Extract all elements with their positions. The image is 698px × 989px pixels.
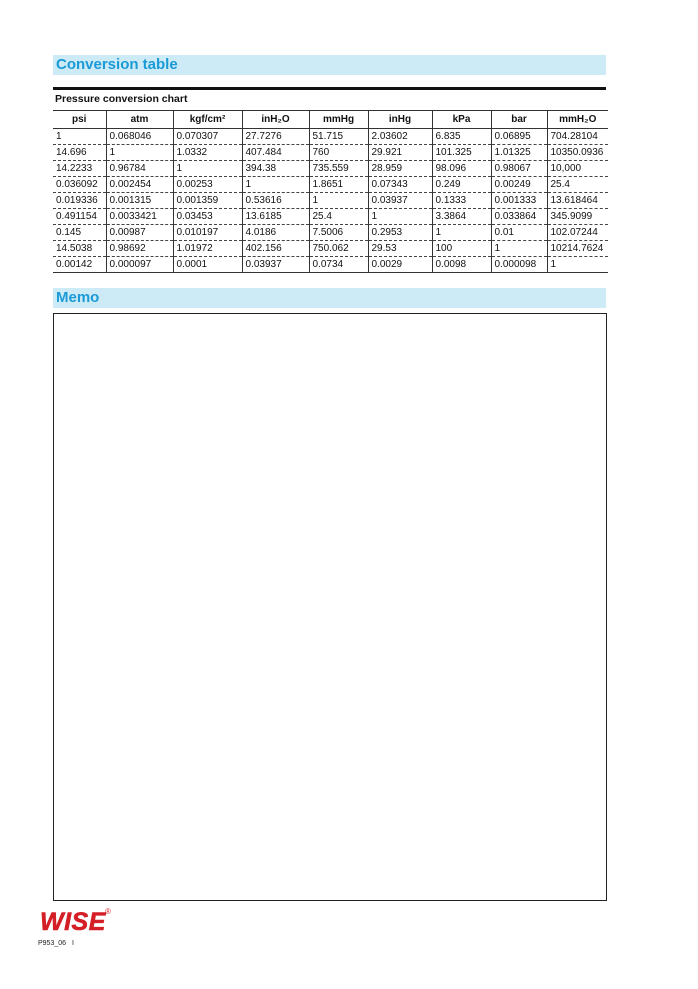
table-cell: 6.835 bbox=[432, 129, 491, 145]
table-cell: 0.002454 bbox=[106, 177, 173, 193]
table-cell: 101.325 bbox=[432, 145, 491, 161]
table-cell: 0.07343 bbox=[368, 177, 432, 193]
table-cell: 14.2233 bbox=[53, 161, 106, 177]
table-cell: 0.033864 bbox=[491, 209, 547, 225]
table-cell: 0.491154 bbox=[53, 209, 106, 225]
table-cell: 0.249 bbox=[432, 177, 491, 193]
column-header-mmhg: mmHg bbox=[309, 111, 368, 129]
table-cell: 0.00249 bbox=[491, 177, 547, 193]
table-cell: 0.06895 bbox=[491, 129, 547, 145]
memo-box bbox=[53, 313, 607, 901]
svg-text:®: ® bbox=[105, 907, 111, 916]
table-row bbox=[53, 257, 608, 273]
conversion-table-title: Conversion table bbox=[56, 56, 178, 73]
table-cell: 704.28104 bbox=[547, 129, 608, 145]
table-cell: 345.9099 bbox=[547, 209, 608, 225]
table-row bbox=[53, 145, 608, 161]
table-cell: 0.001333 bbox=[491, 193, 547, 209]
pressure-conversion-table-wrap bbox=[53, 110, 608, 273]
table-row bbox=[53, 225, 608, 241]
column-header-inh2o: inH₂O bbox=[242, 111, 309, 129]
conversion-table-header-bar bbox=[53, 55, 606, 75]
memo-title: Memo bbox=[56, 289, 100, 306]
table-cell: 13.618464 bbox=[547, 193, 608, 209]
table-cell: 1 bbox=[53, 129, 106, 145]
table-cell: 2.03602 bbox=[368, 129, 432, 145]
table-cell: 0.010197 bbox=[173, 225, 242, 241]
table-cell: 402.156 bbox=[242, 241, 309, 257]
pressure-chart-title: Pressure conversion chart bbox=[55, 93, 188, 105]
table-cell: 0.03937 bbox=[368, 193, 432, 209]
column-header-bar: bar bbox=[491, 111, 547, 129]
table-cell: 0.03937 bbox=[242, 257, 309, 273]
table-header-row bbox=[53, 111, 608, 129]
table-cell: 0.0033421 bbox=[106, 209, 173, 225]
table-cell: 0.068046 bbox=[106, 129, 173, 145]
table-cell: 394.38 bbox=[242, 161, 309, 177]
column-header-mmh2o: mmH₂O bbox=[547, 111, 608, 129]
chart-top-rule bbox=[53, 87, 606, 90]
table-cell: 7.5006 bbox=[309, 225, 368, 241]
table-cell: 1 bbox=[368, 209, 432, 225]
table-row bbox=[53, 161, 608, 177]
column-header-kgf-cm2: kgf/cm² bbox=[173, 111, 242, 129]
table-cell: 0.0001 bbox=[173, 257, 242, 273]
table-cell: 4.0186 bbox=[242, 225, 309, 241]
page-code bbox=[38, 939, 74, 948]
table-cell: 29.53 bbox=[368, 241, 432, 257]
page-code-text: P953_06 bbox=[38, 940, 67, 947]
memo-header-bar bbox=[53, 288, 606, 308]
column-header-inhg: inHg bbox=[368, 111, 432, 129]
table-cell: 14.5038 bbox=[53, 241, 106, 257]
table-cell: 0.0734 bbox=[309, 257, 368, 273]
table-cell: 1 bbox=[309, 193, 368, 209]
table-cell: 0.53616 bbox=[242, 193, 309, 209]
table-cell: 0.03453 bbox=[173, 209, 242, 225]
table-cell: 1 bbox=[173, 161, 242, 177]
svg-text:WISE: WISE bbox=[40, 908, 106, 935]
table-cell: 25.4 bbox=[547, 177, 608, 193]
table-row bbox=[53, 129, 608, 145]
table-row bbox=[53, 177, 608, 193]
table-cell: 13.6185 bbox=[242, 209, 309, 225]
table-cell: 1.01325 bbox=[491, 145, 547, 161]
table-cell: 0.01 bbox=[491, 225, 547, 241]
table-cell: 0.000097 bbox=[106, 257, 173, 273]
table-cell: 14.696 bbox=[53, 145, 106, 161]
table-cell: 407.484 bbox=[242, 145, 309, 161]
table-cell: 25.4 bbox=[309, 209, 368, 225]
table-row bbox=[53, 193, 608, 209]
table-cell: 0.036092 bbox=[53, 177, 106, 193]
table-cell: 0.145 bbox=[53, 225, 106, 241]
table-cell: 100 bbox=[432, 241, 491, 257]
table-cell: 1 bbox=[106, 145, 173, 161]
table-cell: 29.921 bbox=[368, 145, 432, 161]
table-cell: 750.062 bbox=[309, 241, 368, 257]
table-cell: 1.0332 bbox=[173, 145, 242, 161]
table-row bbox=[53, 209, 608, 225]
table-cell: 1 bbox=[491, 241, 547, 257]
table-cell: 10,000 bbox=[547, 161, 608, 177]
table-cell: 1 bbox=[432, 225, 491, 241]
table-cell: 0.98067 bbox=[491, 161, 547, 177]
table-cell: 1 bbox=[547, 257, 608, 273]
table-cell: 10214.7624 bbox=[547, 241, 608, 257]
page-mark: I bbox=[72, 940, 74, 947]
table-cell: 1.8651 bbox=[309, 177, 368, 193]
table-cell: 0.98692 bbox=[106, 241, 173, 257]
table-cell: 98.096 bbox=[432, 161, 491, 177]
table-row bbox=[53, 241, 608, 257]
pressure-conversion-table bbox=[53, 110, 608, 273]
table-cell: 10350.0936 bbox=[547, 145, 608, 161]
table-cell: 0.001359 bbox=[173, 193, 242, 209]
table-cell: 0.00253 bbox=[173, 177, 242, 193]
table-cell: 0.2953 bbox=[368, 225, 432, 241]
table-cell: 0.070307 bbox=[173, 129, 242, 145]
table-cell: 760 bbox=[309, 145, 368, 161]
table-cell: 51.715 bbox=[309, 129, 368, 145]
table-cell: 27.7276 bbox=[242, 129, 309, 145]
table-cell: 1.01972 bbox=[173, 241, 242, 257]
table-cell: 0.1333 bbox=[432, 193, 491, 209]
table-cell: 0.0098 bbox=[432, 257, 491, 273]
table-cell: 28.959 bbox=[368, 161, 432, 177]
table-cell: 0.96784 bbox=[106, 161, 173, 177]
table-cell: 0.00987 bbox=[106, 225, 173, 241]
table-cell: 1 bbox=[242, 177, 309, 193]
table-cell: 0.001315 bbox=[106, 193, 173, 209]
table-cell: 0.00142 bbox=[53, 257, 106, 273]
table-cell: 0.019336 bbox=[53, 193, 106, 209]
table-cell: 0.0029 bbox=[368, 257, 432, 273]
table-cell: 735.559 bbox=[309, 161, 368, 177]
column-header-atm: atm bbox=[106, 111, 173, 129]
wise-logo bbox=[38, 905, 120, 935]
table-cell: 3.3864 bbox=[432, 209, 491, 225]
column-header-psi: psi bbox=[53, 111, 106, 129]
table-cell: 0.000098 bbox=[491, 257, 547, 273]
column-header-kpa: kPa bbox=[432, 111, 491, 129]
table-cell: 102.07244 bbox=[547, 225, 608, 241]
